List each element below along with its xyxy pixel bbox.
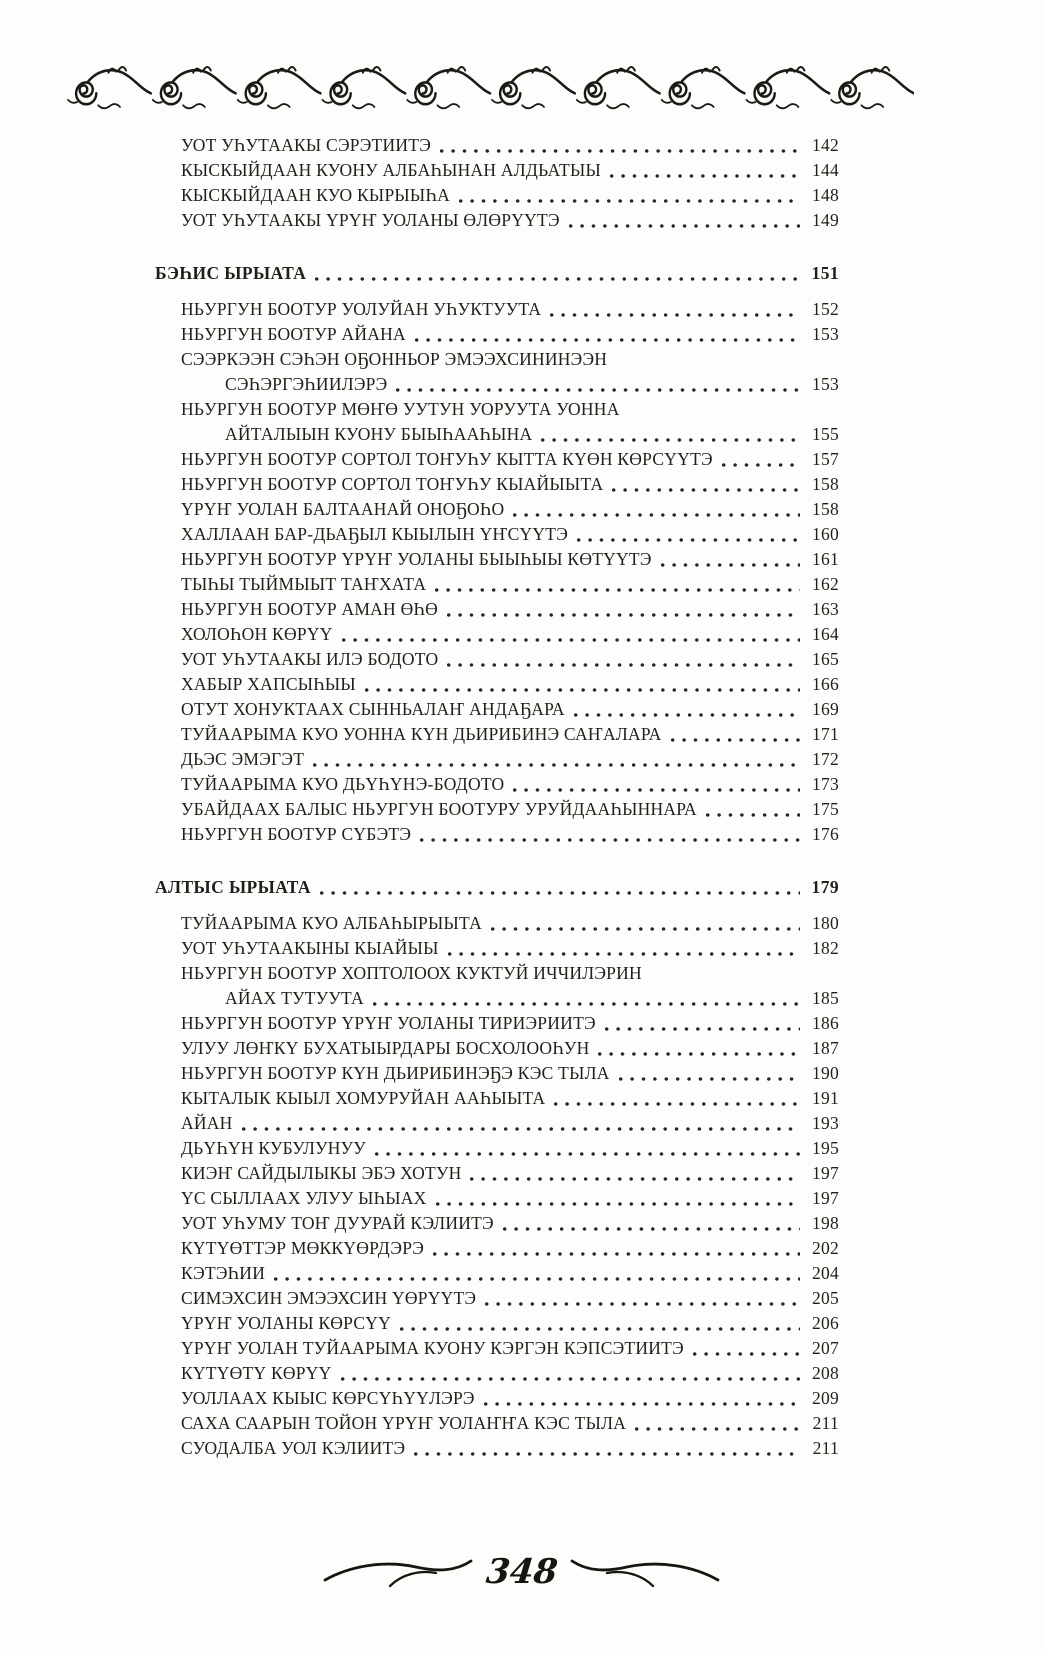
dot-leader [420, 837, 800, 843]
toc-entry [155, 1011, 839, 1036]
toc-section-heading [155, 261, 839, 286]
dot-leader [400, 1326, 800, 1332]
dot-leader [513, 512, 800, 518]
dot-leader [433, 1251, 800, 1257]
dot-leader [341, 1376, 800, 1382]
toc-entry [155, 1236, 839, 1261]
toc-entry-title: ХАЛЛААН БАР-ДЬАҔЫЛ КЫЫЛЫН ҮҤСҮҮТЭ [181, 524, 569, 544]
toc-entry-title: НЬУРГУН БООТУР АМАН ӨҺӨ [181, 599, 438, 619]
dot-leader [315, 276, 800, 282]
toc-entry-page-number: 175 [812, 799, 839, 819]
toc-entry-page-number: 186 [812, 1013, 839, 1033]
toc-entry [155, 397, 839, 422]
toc-entry [155, 1436, 839, 1461]
toc-entry-page-number: 180 [812, 913, 839, 933]
toc-entry-title: УОТ УҺУТААКЫ ИЛЭ БОДОТО [181, 649, 439, 669]
toc-entry-title: НЬУРГУН БООТУР ХОПТОЛООХ КУКТУЙ ИЧЧИЛЭРИН [181, 963, 642, 983]
dot-leader [485, 1301, 800, 1307]
toc-entry [155, 1086, 839, 1111]
toc-entry-page-number: 197 [812, 1188, 839, 1208]
toc-entry-page-number: 163 [812, 599, 839, 619]
toc-entry-page-number: 197 [812, 1163, 839, 1183]
toc-entry [155, 772, 839, 797]
toc-entry-title: КҮТҮӨТТЭР МӨККҮӨРДЭРЭ [181, 1238, 425, 1258]
dot-leader [661, 562, 800, 568]
toc-entry [155, 158, 839, 183]
toc-entry-title: КЫСКЫЙДААН КУО КЫРЫЫҺА [181, 185, 450, 205]
toc-entry [155, 1061, 839, 1086]
dot-leader [693, 1351, 800, 1357]
dot-leader [598, 1051, 800, 1057]
toc-entry-title: ХАБЫР ХАПСЫҺЫЫ [181, 674, 356, 694]
toc-entry-page-number: 144 [812, 160, 839, 180]
dot-leader [554, 1101, 800, 1107]
toc-entry-page-number: 149 [812, 210, 839, 230]
toc-entry-title: ХОЛОҺОН КӨРҮҮ [181, 624, 333, 644]
table-of-contents [155, 133, 839, 1461]
dot-leader [435, 587, 800, 593]
toc-entry-title: УБАЙДААХ БАЛЫС НЬУРГУН БООТУРУ УРУЙДААҺЫННАРА [181, 799, 697, 819]
toc-entry-page-number: 195 [812, 1138, 839, 1158]
dot-leader [414, 1451, 800, 1457]
toc-entry-page-number: 152 [812, 299, 839, 319]
dot-leader [484, 1401, 800, 1407]
toc-entry [155, 822, 839, 847]
toc-entry-page-number: 155 [812, 424, 839, 444]
toc-entry-title: АЛТЫС ЫРЫАТА [155, 877, 311, 897]
toc-entry-page-number: 158 [812, 499, 839, 519]
toc-section-heading [155, 875, 839, 900]
scroll-wave-border-ornament [66, 64, 914, 114]
toc-entry-page-number: 164 [812, 624, 839, 644]
dot-leader [440, 148, 800, 154]
swash-flourish-left-icon [322, 1556, 474, 1596]
toc-entry-title: ТУЙААРЫМА КУО АЛБАҺЫРЫЫТА [181, 913, 482, 933]
toc-entry-page-number: 208 [812, 1363, 839, 1383]
toc-entry-title: ҮС СЫЛЛААХ УЛУУ ЫҺЫАХ [181, 1188, 427, 1208]
toc-entry-title: УОТ УҺУТААКЫНЫ КЫАЙЫЫ [181, 938, 439, 958]
toc-entry-page-number: 165 [812, 649, 839, 669]
toc-entry-title: НЬУРГУН БООТУР АЙАНА [181, 324, 406, 344]
toc-entry-page-number: 158 [812, 474, 839, 494]
dot-leader [605, 1026, 800, 1032]
toc-entry [155, 447, 839, 472]
toc-entry-title: ТЫҺЫ ТЫЙМЫЫТ ТАҤХАТА [181, 574, 427, 594]
toc-entry [155, 1161, 839, 1186]
toc-entry-title: ҮРҮҤ УОЛАН БАЛТААНАЙ ОНОҔОҺО [181, 499, 505, 519]
toc-entry-title: УОЛЛААХ КЫЫС КӨРСҮҺҮҮЛЭРЭ [181, 1388, 475, 1408]
toc-entry-page-number: 211 [812, 1438, 839, 1458]
toc-entry [155, 1361, 839, 1386]
dot-leader [610, 173, 800, 179]
dot-leader [373, 1001, 800, 1007]
dot-leader [274, 1276, 800, 1282]
toc-entry-title: НЬУРГУН БООТУР СОРТОЛ ТОҤУҺУ КЫТТА КҮӨН КӨРСҮҮТЭ [181, 449, 713, 469]
toc-entry-page-number: 179 [811, 877, 839, 897]
folio-page-number: 348 [484, 1552, 560, 1592]
toc-entry [155, 722, 839, 747]
toc-entry-title: ОТУТ ХОНУКТААХ СЫННЬАЛАҤ АНДАҔАРА [181, 699, 565, 719]
toc-entry-title: СЭЭРКЭЭН СЭҺЭН ОҔОННЬОР ЭМЭЭХСИНИНЭЭН [181, 349, 608, 369]
toc-entry [155, 322, 839, 347]
dot-leader [541, 437, 800, 443]
dot-leader [396, 387, 800, 393]
toc-entry [155, 297, 839, 322]
toc-entry [155, 1411, 839, 1436]
toc-entry [155, 522, 839, 547]
toc-entry-title: АЙАХ ТУТУУТА [225, 988, 364, 1008]
toc-entry-title: УОТ УҺУТААКЫ СЭРЭТИИТЭ [181, 135, 431, 155]
toc-entry-title: НЬУРГУН БООТУР КҮН ДЬИРИБИНЭҔЭ КЭС ТЫЛА [181, 1063, 610, 1083]
toc-entry-title: СЭҺЭРГЭҺИИЛЭРЭ [225, 374, 388, 394]
toc-entry-title: ДЬЭС ЭМЭГЭТ [181, 749, 305, 769]
toc-entry [155, 797, 839, 822]
toc-entry-page-number: 176 [812, 824, 839, 844]
toc-entry [155, 697, 839, 722]
toc-entry [155, 572, 839, 597]
toc-entry [155, 1311, 839, 1336]
toc-entry-page-number: 190 [812, 1063, 839, 1083]
toc-entry [155, 472, 839, 497]
toc-entry-title: КИЭҤ САЙДЫЛЫКЫ ЭБЭ ХОТУН [181, 1163, 462, 1183]
toc-entry-title: УОТ УҺУТААКЫ ҮРҮҤ УОЛАНЫ ӨЛӨРҮҮТЭ [181, 210, 560, 230]
toc-entry [155, 1211, 839, 1236]
toc-entry [155, 1286, 839, 1311]
dot-leader [447, 612, 800, 618]
dot-leader [706, 812, 800, 818]
toc-entry-title: КҮТҮӨТҮ КӨРҮҮ [181, 1363, 332, 1383]
toc-entry-continuation [155, 422, 839, 447]
toc-entry [155, 1186, 839, 1211]
toc-entry-page-number: 161 [812, 549, 839, 569]
toc-entry-page-number: 206 [812, 1313, 839, 1333]
toc-entry [155, 597, 839, 622]
dot-leader [503, 1226, 800, 1232]
toc-entry-title: СИМЭХСИН ЭМЭЭХСИН ҮӨРҮҮТЭ [181, 1288, 477, 1308]
toc-entry [155, 747, 839, 772]
toc-entry [155, 547, 839, 572]
dot-leader [612, 487, 800, 493]
toc-entry-title: НЬУРГУН БООТУР СҮБЭТЭ [181, 824, 412, 844]
toc-entry [155, 347, 839, 372]
toc-entry [155, 1261, 839, 1286]
dot-leader [722, 462, 800, 468]
toc-entry-title: ҮРҮҤ УОЛАНЫ КӨРСҮҮ [181, 1313, 392, 1333]
dot-leader [619, 1076, 800, 1082]
toc-entry-continuation [155, 372, 839, 397]
toc-entry [155, 1136, 839, 1161]
toc-entry-page-number: 151 [811, 263, 839, 283]
toc-entry [155, 1111, 839, 1136]
toc-entry-page-number: 142 [812, 135, 839, 155]
toc-entry [155, 911, 839, 936]
dot-leader [491, 926, 800, 932]
dot-leader [671, 737, 800, 743]
dot-leader [313, 762, 800, 768]
toc-entry-page-number: 198 [812, 1213, 839, 1233]
dot-leader [513, 787, 800, 793]
dot-leader [415, 337, 800, 343]
toc-entry-page-number: 173 [812, 774, 839, 794]
toc-entry-page-number: 193 [812, 1113, 839, 1133]
toc-entry-title: НЬУРГУН БООТУР СОРТОЛ ТОҤУҺУ КЫАЙЫЫТА [181, 474, 604, 494]
dot-leader [320, 890, 800, 896]
toc-entry-page-number: 171 [812, 724, 839, 744]
toc-entry-title: ТУЙААРЫМА КУО ДЬҮҺҮНЭ-БОДОТО [181, 774, 505, 794]
dot-leader [459, 198, 800, 204]
toc-entry-page-number: 207 [812, 1338, 839, 1358]
dot-leader [574, 712, 800, 718]
dot-leader [375, 1151, 800, 1157]
toc-entry-title: БЭҺИС ЫРЫАТА [155, 263, 307, 283]
toc-entry [155, 647, 839, 672]
dot-leader [365, 687, 800, 693]
dot-leader [436, 1201, 800, 1207]
toc-entry-title: ТУЙААРЫМА КУО УОННА КҮН ДЬИРИБИНЭ САҤАЛАРА [181, 724, 662, 744]
toc-entry-page-number: 160 [812, 524, 839, 544]
toc-entry-page-number: 185 [812, 988, 839, 1008]
toc-entry [155, 936, 839, 961]
dot-leader [447, 662, 800, 668]
toc-entry-page-number: 153 [812, 324, 839, 344]
toc-entry-page-number: 157 [812, 449, 839, 469]
dot-leader [342, 637, 800, 643]
toc-entry-title: АЙТАЛЫЫН КУОНУ БЫЫҺААҺЫНА [225, 424, 533, 444]
toc-entry [155, 1386, 839, 1411]
toc-entry-title: ДЬҮҺҮН КУБУЛУНУУ [181, 1138, 366, 1158]
swash-flourish-right-icon [569, 1556, 721, 1596]
toc-entry [155, 622, 839, 647]
page-footer [0, 1552, 1043, 1600]
toc-entry-title: СУОДАЛБА УОЛ КЭЛИИТЭ [181, 1438, 406, 1458]
toc-entry-page-number: 182 [812, 938, 839, 958]
toc-entry-title: КЫСКЫЙДААН КУОНУ АЛБАҺЫНАН АЛДЬАТЫЫ [181, 160, 601, 180]
toc-entry-page-number: 148 [812, 185, 839, 205]
dot-leader [550, 312, 800, 318]
toc-entry-title: НЬУРГУН БООТУР МӨҤӨ УУТУН УОРУУТА УОННА [181, 399, 620, 419]
toc-entry-page-number: 205 [812, 1288, 839, 1308]
toc-entry-page-number: 166 [812, 674, 839, 694]
toc-entry-continuation [155, 986, 839, 1011]
toc-entry [155, 497, 839, 522]
dot-leader [569, 223, 800, 229]
toc-entry [155, 1336, 839, 1361]
toc-entry-page-number: 187 [812, 1038, 839, 1058]
toc-entry [155, 961, 839, 986]
toc-entry-page-number: 169 [812, 699, 839, 719]
toc-entry-title: НЬУРГУН БООТУР ҮРҮҤ УОЛАНЫ ТИРИЭРИИТЭ [181, 1013, 596, 1033]
toc-entry-title: САХА СААРЫН ТОЙОН ҮРҮҤ УОЛАҤҤА КЭС ТЫЛА [181, 1413, 627, 1433]
toc-entry-page-number: 153 [812, 374, 839, 394]
toc-entry-page-number: 202 [812, 1238, 839, 1258]
toc-entry-title: УЛУУ ЛӨҤКҮ БУХАТЫЫРДАРЫ БОСХОЛООҺУН [181, 1038, 590, 1058]
dot-leader [635, 1426, 800, 1432]
dot-leader [470, 1176, 800, 1182]
toc-entry-page-number: 172 [812, 749, 839, 769]
toc-entry-title: КЭТЭҺИИ [181, 1263, 266, 1283]
toc-entry-page-number: 209 [812, 1388, 839, 1408]
dot-leader [448, 951, 800, 957]
dot-leader [242, 1126, 800, 1132]
toc-entry-title: УОТ УҺУМУ ТОҤ ДУУРАЙ КЭЛИИТЭ [181, 1213, 494, 1233]
toc-entry-page-number: 211 [812, 1413, 839, 1433]
toc-entry-title: КЫТАЛЫК КЫЫЛ ХОМУРУЙАН ААҺЫЫТА [181, 1088, 546, 1108]
toc-entry [155, 672, 839, 697]
toc-entry [155, 183, 839, 208]
toc-entry-page-number: 191 [812, 1088, 839, 1108]
toc-entry-title: ҮРҮҤ УОЛАН ТУЙААРЫМА КУОНУ КЭРГЭН КЭПСЭТИИТЭ [181, 1338, 684, 1358]
toc-entry-title: НЬУРГУН БООТУР ҮРҮҤ УОЛАНЫ БЫЫҺЫЫ КӨТҮҮТЭ [181, 549, 652, 569]
toc-entry-page-number: 204 [812, 1263, 839, 1283]
toc-entry-page-number: 162 [812, 574, 839, 594]
toc-entry [155, 133, 839, 158]
toc-entry-title: НЬУРГУН БООТУР УОЛУЙАН УҺУКТУУТА [181, 299, 542, 319]
toc-entry-title: АЙАН [181, 1113, 233, 1133]
toc-entry [155, 208, 839, 233]
toc-entry [155, 1036, 839, 1061]
dot-leader [577, 537, 800, 543]
